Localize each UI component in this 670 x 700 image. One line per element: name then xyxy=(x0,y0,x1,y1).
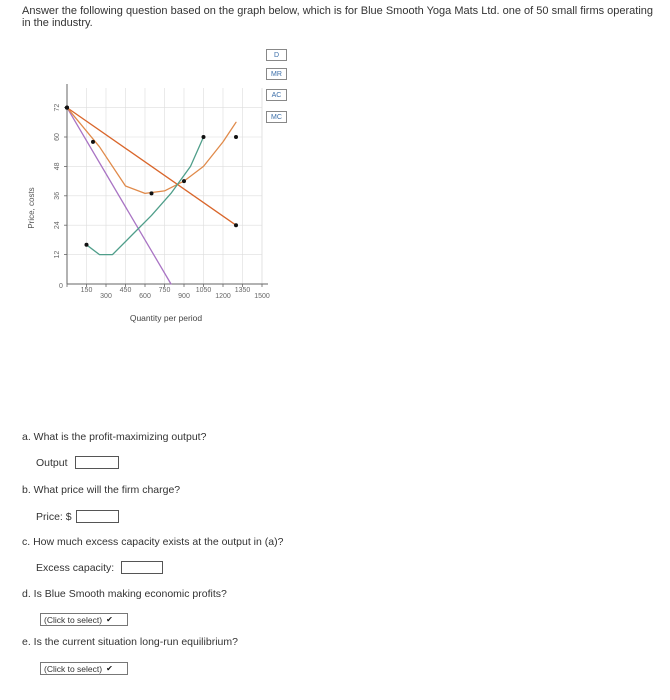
chart-grid xyxy=(67,88,262,284)
marker-mr-3 xyxy=(91,140,95,144)
legend-mr: MR xyxy=(266,68,287,80)
y-tick-label-2: 36 xyxy=(53,191,61,200)
legend-d: D xyxy=(266,49,287,61)
excess-capacity-input[interactable] xyxy=(121,561,163,574)
x-axis-label: Quantity per period xyxy=(129,313,203,323)
legend-mc: MC xyxy=(266,111,287,123)
marker-mc-8 xyxy=(85,243,89,247)
marker-d-1 xyxy=(234,223,238,227)
chart-markers xyxy=(65,106,238,247)
chart-axes xyxy=(67,84,268,284)
x-tick-label-7: 1050 xyxy=(195,287,212,294)
marker-ac-6 xyxy=(182,179,186,183)
y-tick-label-4: 60 xyxy=(53,133,61,141)
cost-revenue-chart xyxy=(0,40,330,340)
x-tick-label-5: 750 xyxy=(158,287,171,294)
price-input[interactable] xyxy=(76,510,119,523)
y-tick-label-0: 12 xyxy=(53,250,61,259)
profits-select[interactable] xyxy=(40,613,128,626)
x-tick-label-2: 300 xyxy=(100,293,112,300)
x-tick-label-0: 0 xyxy=(59,283,63,290)
x-tick-label-6: 900 xyxy=(178,293,190,300)
y-tick-label-5: 72 xyxy=(53,103,61,112)
x-tick-label-1: 150 xyxy=(80,287,93,294)
x-tick-label-9: 1350 xyxy=(234,287,251,294)
marker-ac-5 xyxy=(150,191,154,195)
x-tick-label-8: 1200 xyxy=(215,293,231,300)
y-axis-label: Price, costs xyxy=(27,187,36,229)
chevron-down-icon: ✔ xyxy=(106,615,113,624)
question-e: e. Is the current situation long-run equilibrium? xyxy=(22,636,238,648)
y-tick-label-1: 24 xyxy=(53,221,61,230)
question-b: b. What price will the firm charge? xyxy=(22,484,181,496)
price-label: Price: $ xyxy=(36,511,72,523)
marker-ac-4 xyxy=(65,106,69,110)
equilibrium-select-value: (Click to select) xyxy=(44,663,103,674)
marker-ac-7 xyxy=(234,135,238,139)
x-tick-label-10: 1500 xyxy=(254,293,270,300)
marker-mc-9 xyxy=(202,135,206,139)
equilibrium-select[interactable] xyxy=(40,662,128,675)
x-tick-label-3: 450 xyxy=(119,287,132,294)
instructions-text: Answer the following question based on the graph below, which is for Blue Smooth Yoga Mats Ltd. one of 50 small firms operating in the industry. xyxy=(22,5,654,29)
x-tick-label-4: 600 xyxy=(139,293,151,300)
question-c: c. How much excess capacity exists at the output in (a)? xyxy=(22,536,284,548)
question-a: a. What is the profit-maximizing output? xyxy=(22,431,207,443)
y-tick-label-3: 48 xyxy=(53,162,61,171)
question-d: d. Is Blue Smooth making economic profits? xyxy=(22,588,227,600)
chevron-down-icon: ✔ xyxy=(106,664,113,673)
legend-ac: AC xyxy=(266,89,287,101)
output-label: Output xyxy=(36,457,68,469)
profits-select-value: (Click to select) xyxy=(44,614,103,625)
excess-capacity-label: Excess capacity: xyxy=(36,562,115,574)
output-input[interactable] xyxy=(75,456,119,469)
